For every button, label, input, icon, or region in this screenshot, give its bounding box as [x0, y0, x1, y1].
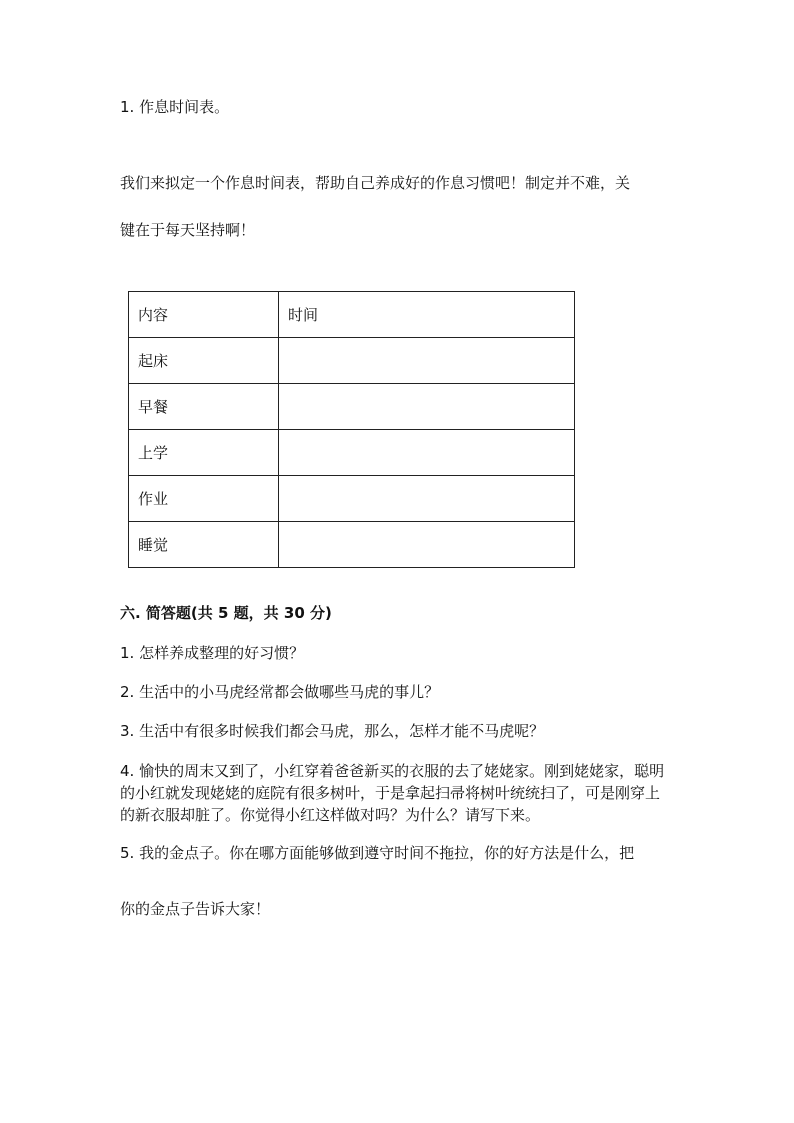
row-item: 上学: [129, 430, 279, 476]
short-answer-question-5-continued: 你的金点子告诉大家！: [120, 900, 271, 918]
table-row: [129, 476, 575, 522]
question-1-title: 1. 作息时间表。: [120, 98, 230, 116]
header-content: 内容: [129, 292, 279, 338]
row-time-field[interactable]: [279, 384, 575, 430]
section-6-heading: 六. 简答题(共 5 题，共 30 分): [120, 604, 332, 622]
table-row: [129, 384, 575, 430]
short-answer-question-5: 5. 我的金点子。你在哪方面能够做到遵守时间不拖拉，你的好方法是什么，把: [120, 844, 635, 862]
header-time: 时间: [279, 292, 575, 338]
intro-line-1: 我们来拟定一个作息时间表，帮助自己养成好的作息习惯吧！制定并不难，关: [120, 174, 631, 192]
table-row: [129, 522, 575, 568]
short-answer-question-4: 4. 愉快的周末又到了，小红穿着爸爸新买的衣服的去了姥姥家。刚到姥姥家，聪明的小红就发现姥姥的庭院有很多树叶，于是拿起扫帚将树叶统统扫了，可是刚穿上的新衣服却脏了。你觉得小红这样做对吗？为什么？请写下来。: [120, 762, 665, 824]
short-answer-question-2: 2. 生活中的小马虎经常都会做哪些马虎的事儿？: [120, 683, 440, 701]
row-time-field[interactable]: [279, 430, 575, 476]
row-item: 作业: [129, 476, 279, 522]
table-row: [129, 430, 575, 476]
table-row: [129, 338, 575, 384]
table-header-row: [129, 292, 575, 338]
row-item: 起床: [129, 338, 279, 384]
schedule-table: [128, 291, 575, 568]
row-time-field[interactable]: [279, 338, 575, 384]
row-time-field[interactable]: [279, 476, 575, 522]
row-item: 睡觉: [129, 522, 279, 568]
short-answer-question-1: 1. 怎样养成整理的好习惯？: [120, 644, 305, 662]
short-answer-question-3: 3. 生活中有很多时候我们都会马虎，那么，怎样才能不马虎呢？: [120, 722, 545, 740]
row-item: 早餐: [129, 384, 279, 430]
row-time-field[interactable]: [279, 522, 575, 568]
intro-line-2: 键在于每天坚持啊！: [120, 221, 256, 239]
